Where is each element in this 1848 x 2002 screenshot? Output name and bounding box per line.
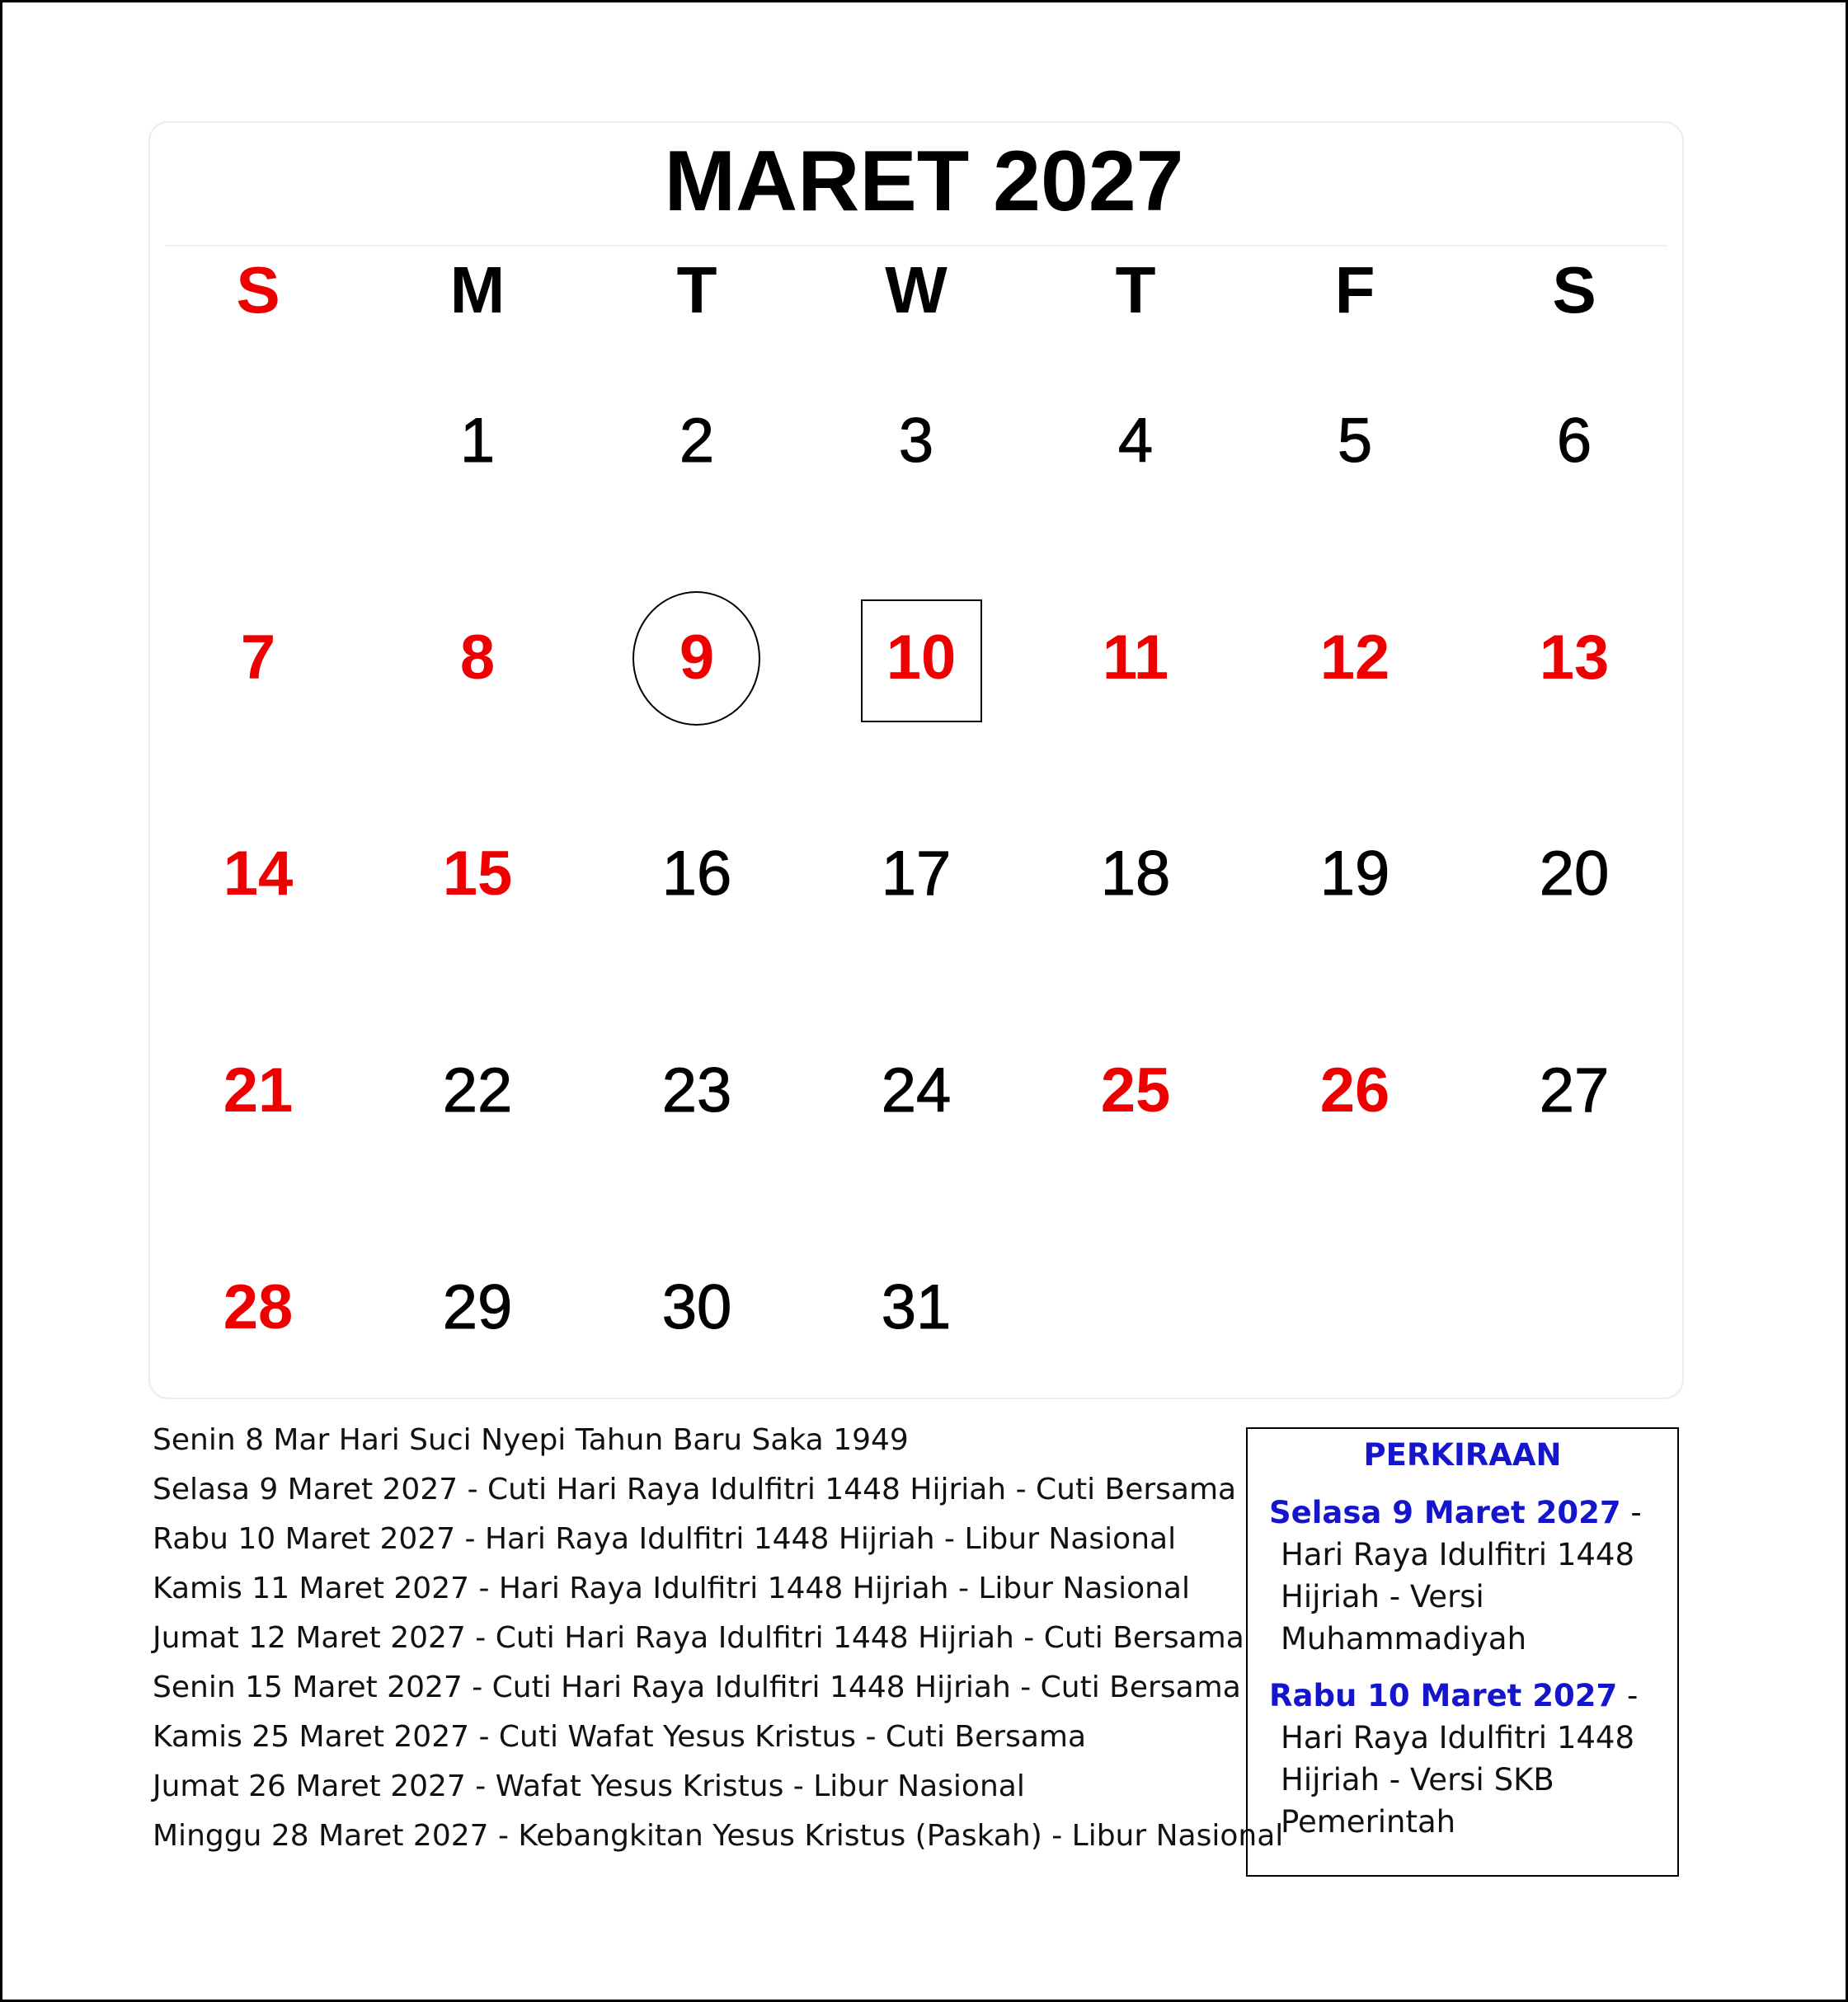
day-cell: 5	[1337, 406, 1373, 476]
day-cell: 22	[442, 1055, 513, 1126]
day-cell-holiday: 14	[223, 839, 294, 909]
estimate-separator: -	[1620, 1495, 1642, 1530]
weekday-wednesday: W	[885, 253, 948, 327]
holiday-item: Minggu 28 Maret 2027 - Kebangkitan Yesus Kristus (Paskah) - Libur Nasional	[153, 1819, 1284, 1853]
estimate-date: Selasa 9 Maret 2027	[1269, 1495, 1621, 1530]
estimate-description: Hari Raya Idulfitri 1448 Hijriah - Versi Muhammadiyah	[1281, 1537, 1635, 1657]
weekday-thursday: T	[1115, 253, 1156, 327]
day-cell: 27	[1539, 1055, 1610, 1126]
holiday-item: Kamis 11 Maret 2027 - Hari Raya Idulfitri 1448 Hijriah - Libur Nasional	[153, 1572, 1190, 1605]
day-cell-holiday: 28	[223, 1272, 294, 1342]
holiday-item: Kamis 25 Maret 2027 - Cuti Wafat Yesus Kristus - Cuti Bersama	[153, 1720, 1087, 1754]
estimate-box	[1246, 1427, 1679, 1877]
day-cell: 4	[1117, 406, 1154, 476]
holiday-item: Senin 8 Mar Hari Suci Nyepi Tahun Baru Saka 1949	[153, 1423, 909, 1457]
day-cell-holiday: 13	[1539, 623, 1610, 693]
day-cell-holiday: 10	[886, 623, 957, 693]
weekday-friday: F	[1334, 253, 1375, 327]
day-cell: 30	[661, 1272, 732, 1342]
holiday-item: Rabu 10 Maret 2027 - Hari Raya Idulfitri 1448 Hijriah - Libur Nasional	[153, 1522, 1177, 1556]
day-cell: 18	[1100, 839, 1171, 909]
holiday-item: Jumat 26 Maret 2027 - Wafat Yesus Kristus - Libur Nasional	[153, 1769, 1025, 1803]
day-cell-holiday: 8	[459, 623, 496, 693]
day-cell-holiday: 26	[1319, 1055, 1390, 1126]
day-cell: 3	[898, 406, 934, 476]
holiday-item: Senin 15 Maret 2027 - Cuti Hari Raya Idulfitri 1448 Hijriah - Cuti Bersama	[153, 1671, 1241, 1704]
weekday-monday: M	[449, 253, 505, 327]
day-cell-holiday: 9	[679, 623, 715, 693]
day-cell: 6	[1556, 406, 1592, 476]
day-cell: 23	[661, 1055, 732, 1126]
estimate-separator: -	[1617, 1678, 1639, 1713]
month-title: MARET 2027	[664, 134, 1184, 229]
day-cell: 31	[881, 1272, 952, 1342]
day-cell: 17	[881, 839, 952, 909]
day-cell: 16	[661, 839, 732, 909]
day-cell: 24	[881, 1055, 952, 1126]
estimate-description: Hari Raya Idulfitri 1448 Hijriah - Versi SKB Pemerintah	[1281, 1720, 1635, 1840]
day-cell: 20	[1539, 839, 1610, 909]
day-cell: 1	[459, 406, 496, 476]
day-cell-holiday: 11	[1102, 623, 1169, 693]
estimate-entry	[1269, 1675, 1677, 1843]
day-cell: 29	[442, 1272, 513, 1342]
day-cell-holiday: 21	[223, 1055, 294, 1126]
weekday-sunday: S	[236, 253, 280, 327]
day-cell-holiday: 15	[442, 839, 513, 909]
day-cell: 2	[679, 406, 715, 476]
weekday-saturday: S	[1552, 253, 1596, 327]
estimate-title: PERKIRAAN	[1363, 1437, 1562, 1473]
estimate-date: Rabu 10 Maret 2027	[1269, 1678, 1618, 1713]
holiday-item: Jumat 12 Maret 2027 - Cuti Hari Raya Idulfitri 1448 Hijriah - Cuti Bersama	[153, 1621, 1244, 1655]
day-cell-holiday: 7	[240, 623, 276, 693]
title-divider	[165, 245, 1667, 247]
weekday-tuesday: T	[676, 253, 717, 327]
day-cell: 19	[1319, 839, 1390, 909]
day-cell-holiday: 12	[1319, 623, 1390, 693]
holiday-item: Selasa 9 Maret 2027 - Cuti Hari Raya Idulfitri 1448 Hijriah - Cuti Bersama	[153, 1473, 1237, 1506]
holiday-list	[153, 1416, 1284, 1861]
day-cell-holiday: 25	[1100, 1055, 1171, 1126]
estimate-entry	[1269, 1492, 1677, 1660]
